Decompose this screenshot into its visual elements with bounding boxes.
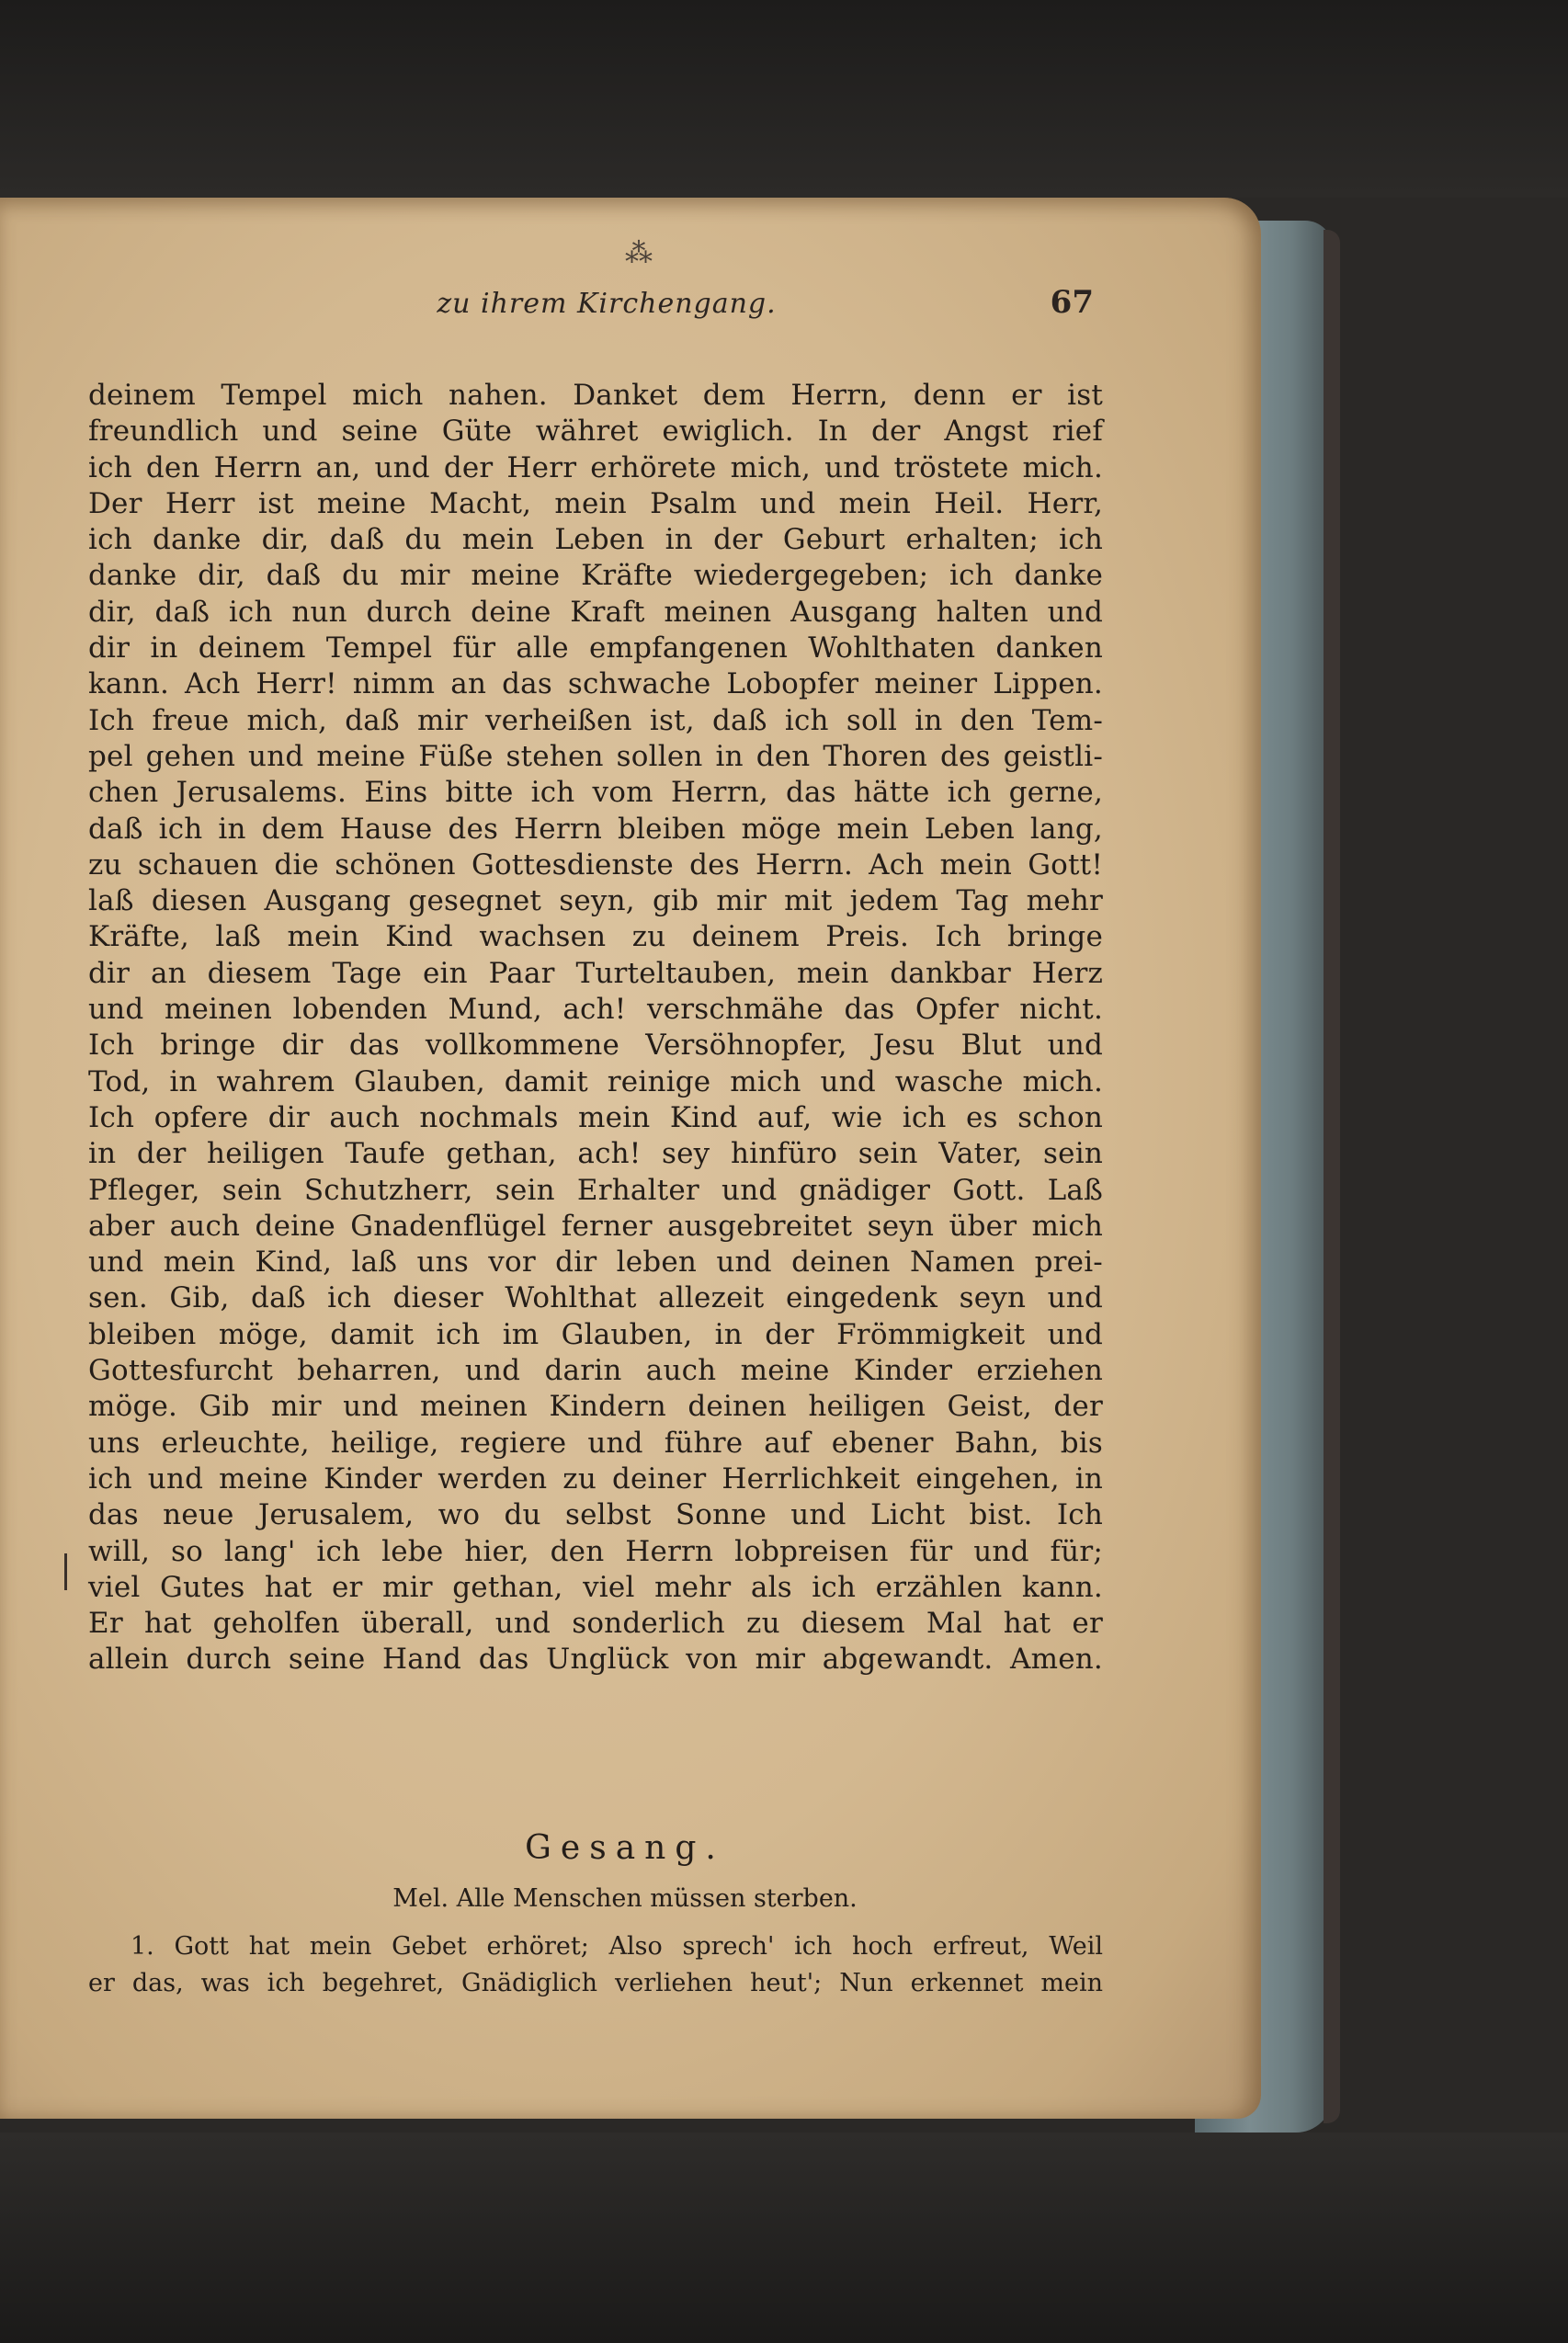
text-line: Der Herr ist meine Macht, mein Psalm und mein Heil. Herr,	[88, 486, 1103, 520]
text-line: ich und meine Kinder werden zu deiner Herrlichkeit eingehen, in	[88, 1462, 1103, 1496]
text-line: ich danke dir, daß du mein Leben in der Geburt erhalten; ich	[88, 523, 1103, 557]
text-line: Ich opfere dir auch nochmals mein Kind auf, wie ich es schon	[88, 1100, 1103, 1134]
text-line: sen. Gib, daß ich dieser Wohlthat allezeit eingedenk seyn und	[88, 1281, 1103, 1315]
text-line: dir, daß ich nun durch deine Kraft meinen Ausgang halten und	[88, 595, 1103, 629]
melody-note: Mel. Alle Menschen müssen sterben.	[392, 1884, 858, 1913]
text-line: ich den Herrn an, und der Herr erhörete mich, und tröstete mich.	[88, 450, 1103, 484]
text-line: und mein Kind, laß uns vor dir leben und deinen Namen prei-	[88, 1245, 1103, 1280]
text-line: Er hat geholfen überall, und sonderlich zu diesem Mal hat er	[88, 1607, 1103, 1641]
text-line: will, so lang' ich lebe hier, den Herrn lobpreisen für und für;	[88, 1534, 1103, 1568]
page-number: 67	[1050, 284, 1094, 321]
text-line: möge. Gib mir und meinen Kindern deinen heiligen Geist, der	[88, 1390, 1103, 1424]
song-heading: Gesang.	[525, 1829, 725, 1867]
text-line: danke dir, daß du mir meine Kräfte wiedergegeben; ich danke	[88, 559, 1103, 593]
text-line: deinem Tempel mich nahen. Danket dem Herrn, denn er ist	[88, 379, 1103, 412]
text-line: dir in deinem Tempel für alle empfangenen Wohlthaten danken	[88, 631, 1103, 665]
song-verse	[88, 1928, 1103, 2002]
text-line: pel gehen und meine Füße stehen sollen in den Thoren des geistli-	[88, 739, 1103, 773]
verse-line: er das, was ich begehret, Gnädiglich verliehen heut'; Nun erkennet mein	[88, 1969, 1103, 1997]
text-line: aber auch deine Gnadenflügel ferner ausgebreitet seyn über mich	[88, 1209, 1103, 1243]
text-line: kann. Ach Herr! nimm an das schwache Lobopfer meiner Lippen.	[88, 667, 1103, 701]
text-line: Gottesfurcht beharren, und darin auch meine Kinder erziehen	[88, 1354, 1103, 1388]
text-line: zu schauen die schönen Gottesdienste des Herrn. Ach mein Gott!	[88, 847, 1103, 881]
text-line: Ich freue mich, daß mir verheißen ist, daß ich soll in den Tem-	[88, 703, 1103, 737]
book-cover-shadow	[1324, 230, 1340, 2123]
book-page	[0, 198, 1261, 2119]
text-line: laß diesen Ausgang gesegnet seyn, gib mir mit jedem Tag mehr	[88, 884, 1103, 918]
text-line: dir an diesem Tage ein Paar Turteltauben, mein dankbar Herz	[88, 956, 1103, 990]
text-line: chen Jerusalems. Eins bitte ich vom Herrn, das hätte ich gerne,	[88, 776, 1103, 810]
verse-line: 1. Gott hat mein Gebet erhöret; Also sprech' ich hoch erfreut, Weil	[131, 1932, 1103, 1961]
dark-background-top	[0, 0, 1568, 198]
text-line: allein durch seine Hand das Unglück von mir abgewandt. Amen.	[88, 1643, 1103, 1677]
text-line: freundlich und seine Güte währet ewiglich. In der Angst rief	[88, 415, 1103, 449]
text-line: das neue Jerusalem, wo du selbst Sonne und Licht bist. Ich	[88, 1498, 1103, 1532]
text-line: uns erleuchte, heilige, regiere und führe auf ebener Bahn, bis	[88, 1426, 1103, 1460]
text-line: in der heiligen Taufe gethan, ach! sey hinfüro sein Vater, sein	[88, 1137, 1103, 1171]
prayer-text	[88, 378, 1103, 1678]
text-line: Pfleger, sein Schutzherr, sein Erhalter und gnädiger Gott. Laß	[88, 1173, 1103, 1207]
ornament-mark: ⁂	[625, 237, 653, 269]
text-line: viel Gutes hat er mir gethan, viel mehr als ich erzählen kann.	[88, 1570, 1103, 1604]
running-title: zu ihrem Kirchengang.	[437, 288, 777, 320]
dark-background-bottom	[0, 2133, 1568, 2343]
text-line: Tod, in wahrem Glauben, damit reinige mich und wasche mich.	[88, 1064, 1103, 1098]
text-line: Kräfte, laß mein Kind wachsen zu deinem Preis. Ich bringe	[88, 920, 1103, 954]
text-line: bleiben möge, damit ich im Glauben, in der Frömmigkeit und	[88, 1317, 1103, 1351]
text-line: Ich bringe dir das vollkommene Versöhnopfer, Jesu Blut und	[88, 1029, 1103, 1063]
margin-mark	[64, 1553, 67, 1590]
text-line: und meinen lobenden Mund, ach! verschmähe das Opfer nicht.	[88, 993, 1103, 1027]
text-line: daß ich in dem Hause des Herrn bleiben möge mein Leben lang,	[88, 812, 1103, 846]
